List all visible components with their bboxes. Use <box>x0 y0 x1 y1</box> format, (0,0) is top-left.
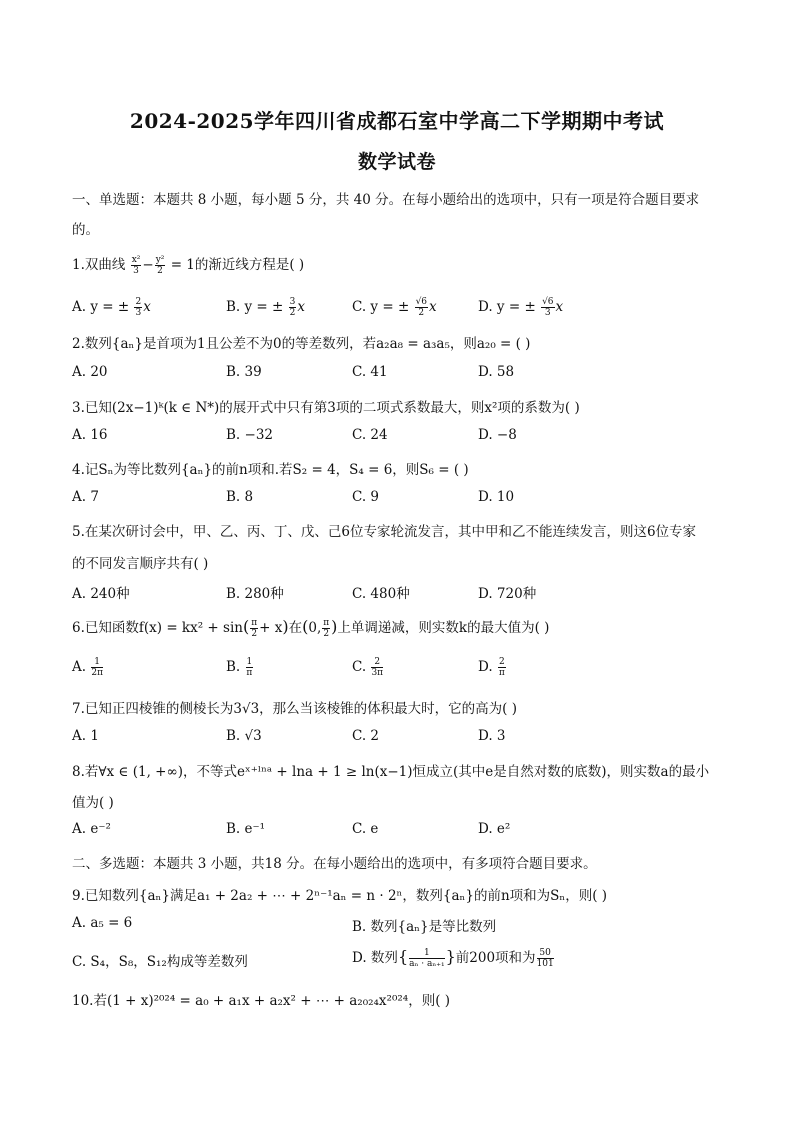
q3-option-d: D. −8 <box>478 427 517 443</box>
q5-option-a: A. 240种 <box>72 586 130 602</box>
q9-option-d: D. 数列{ $\frac{1}{\text{aₙ · aₙ₊₁}}$ }前200项和为 $\frac{50}{101}$ <box>352 947 554 969</box>
q6-option-b: B. $\frac{1}{\pi}$ <box>226 657 253 678</box>
q1-option-d: D. y = ± $\frac{√6}{3}$ x <box>478 297 564 318</box>
q4-option-b: B. 8 <box>226 489 254 505</box>
q6-option-d: D. $\frac{2}{\pi}$ <box>478 657 505 678</box>
q7-option-d: D. 3 <box>478 728 506 744</box>
question-7-stem: 7.已知正四棱锥的侧棱长为3√3，那么当该棱锥的体积最大时，它的高为( ) <box>72 701 517 717</box>
section-1-heading: 一、单选题：本题共 8 小题，每小题 5 分，共 40 分。在每小题给出的选项中，只有一项是符合题目要求 <box>72 192 700 208</box>
q8-option-d: D. e² <box>478 821 511 837</box>
page-title: 2024-2025学年四川省成都石室中学高二下学期期中考试 <box>129 109 665 133</box>
q3-option-c: C. 24 <box>352 427 388 443</box>
question-9-stem: 9.已知数列{aₙ}满足a₁ + 2a₂ + ⋯ + 2ⁿ⁻¹aₙ = n · 2ⁿ，数列{aₙ}的前n项和为Sₙ，则( ) <box>72 888 608 904</box>
q5-option-b: B. 280种 <box>226 586 284 602</box>
q9-option-c: C. S₄，S₈，S₁₂构成等差数列 <box>72 954 248 970</box>
q4-option-a: A. 7 <box>72 489 99 505</box>
page-subtitle: 数学试卷 <box>357 151 436 173</box>
q8-option-b: B. e⁻¹ <box>226 821 266 837</box>
question-8-stem: 8.若∀x ∈ (1, +∞)，不等式eˣ⁺ˡⁿᵃ + lna + 1 ≥ ln(x−1)恒成立(其中e是自然对数的底数)，则实数a的最小 <box>72 764 710 780</box>
section-2-heading: 二、多选题：本题共 3 小题，共18 分。在每小题给出的选项中，有多项符合题目要求。 <box>72 856 597 872</box>
question-6-stem: 6.已知函数f(x) = kx² + sin( $\frac{\pi}{2}$ + x)在(0, $\frac{\pi}{2}$ )上单调递减，则实数k的最大值为( ) <box>72 617 550 639</box>
question-8-stem-cont: 值为( ) <box>72 795 114 811</box>
question-2-stem: 2.数列{aₙ}是首项为1且公差不为0的等差数列，若a₂a₈ = a₃a₅，则a₂₀ = ( ) <box>72 336 531 352</box>
q2-option-c: C. 41 <box>352 364 388 380</box>
q4-option-c: C. 9 <box>352 489 380 505</box>
q4-option-d: D. 10 <box>478 489 515 505</box>
q1-option-a: A. y = ± $\frac{2}{3}$ x <box>72 297 151 318</box>
question-3-stem: 3.已知(2x−1)ᵏ(k ∈ N*)的展开式中只有第3项的二项式系数最大，则x²项的系数为( ) <box>72 400 580 416</box>
q1-option-b: B. y = ± $\frac{3}{2}$ x <box>226 297 305 318</box>
q8-option-c: C. e <box>352 821 379 837</box>
q2-option-a: A. 20 <box>72 364 108 380</box>
question-1-stem: 1.双曲线 $\frac{\text{x²}}{3}$ − $\frac{\text{y²}}{2}$ = 1的渐近线方程是( ) <box>72 255 305 276</box>
q5-option-c: C. 480种 <box>352 586 410 602</box>
q9-option-a: A. a₅ = 6 <box>72 915 133 931</box>
question-4-stem: 4.记Sₙ为等比数列{aₙ}的前n项和.若S₂ = 4，S₄ = 6，则S₆ = ( ) <box>72 462 469 478</box>
question-5-stem-cont: 的不同发言顺序共有( ) <box>72 556 209 572</box>
q8-option-a: A. e⁻² <box>72 821 111 837</box>
question-5-stem: 5.在某次研讨会中，甲、乙、丙、丁、戊、己6位专家轮流发言，其中甲和乙不能连续发言，则这6位专家 <box>72 524 697 540</box>
fraction-x2-3: $\frac{\text{x²}}{3}$ <box>131 255 141 276</box>
q3-option-b: B. −32 <box>226 427 273 443</box>
q2-option-d: D. 58 <box>478 364 515 380</box>
q3-option-a: A. 16 <box>72 427 108 443</box>
q6-option-a: A. $\frac{1}{2\pi}$ <box>72 657 103 678</box>
q5-option-d: D. 720种 <box>478 586 537 602</box>
q7-option-a: A. 1 <box>72 728 99 744</box>
q7-option-b: B. √3 <box>226 728 262 744</box>
q6-option-c: C. $\frac{2}{3\pi}$ <box>352 657 384 678</box>
q7-option-c: C. 2 <box>352 728 380 744</box>
question-10-stem: 10.若(1 + x)²⁰²⁴ = a₀ + a₁x + a₂x² + ⋯ + a₂₀₂₄x²⁰²⁴，则( ) <box>72 993 451 1009</box>
section-1-heading-cont: 的。 <box>72 222 99 238</box>
q1-option-c: C. y = ± $\frac{√6}{2}$ x <box>352 297 437 318</box>
fraction-y2-2: $\frac{\text{y²}}{2}$ <box>155 255 165 276</box>
q9-option-b: B. 数列{aₙ}是等比数列 <box>352 919 497 935</box>
q2-option-b: B. 39 <box>226 364 262 380</box>
